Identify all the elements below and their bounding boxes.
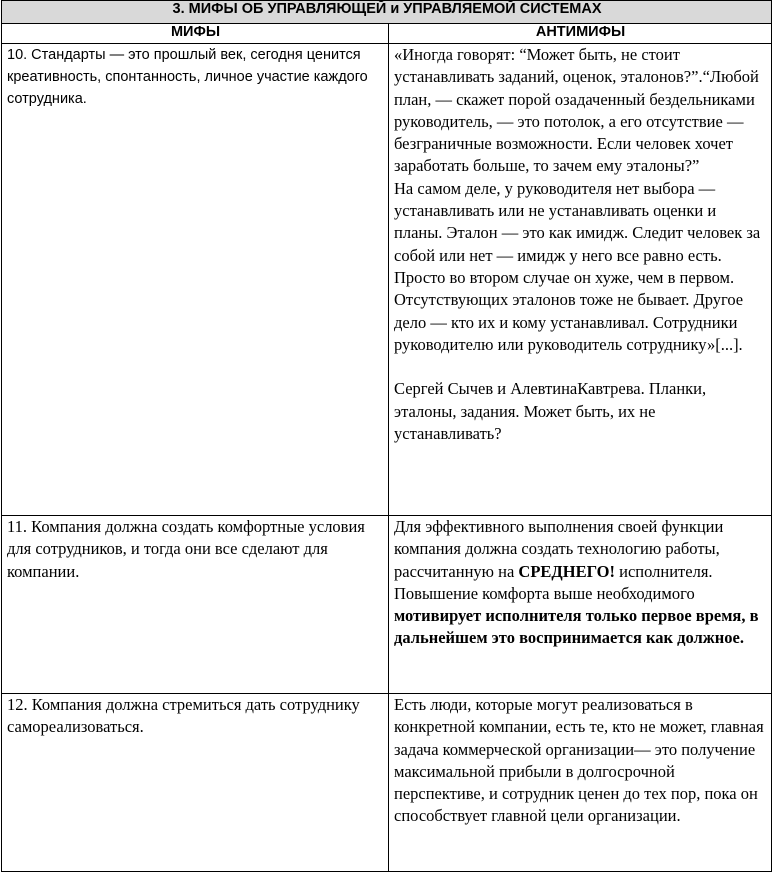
myths-table <box>1 0 772 872</box>
antimyth-cell <box>389 44 772 516</box>
table-row <box>2 694 772 872</box>
antimyth-emphasis: мотивирует исполнителя только первое время, в дальнейшем это воспринимается как должное. <box>394 606 759 648</box>
table-row <box>2 44 772 516</box>
antimyth-text: исполнителя. Повышение комфорта выше необходимого <box>394 561 713 603</box>
antimyth-cell <box>389 516 772 694</box>
header-row <box>2 24 772 44</box>
column-header-myths: МИФЫ <box>2 24 389 44</box>
antimyth-quote: «Иногда говорят: “Может быть, не стоит устанавливать заданий, оценок, эталонов?”.“Любой план, — скажет порой озадаченный бездельниками руководитель, — это потолок, а его отсутствие — безграничные возможности. Если человек хочет заработать больше, то зачем ему эталоны?” <box>394 45 759 176</box>
section-title: 3. МИФЫ ОБ УПРАВЛЯЮЩЕЙ и УПРАВЛЯЕМОЙ СИСТЕМАХ <box>2 1 772 24</box>
myth-cell: 10. Стандарты — это прошлый век, сегодня ценится креативность, спонтанность, личное участие каждого сотрудника. <box>2 44 389 516</box>
column-header-antimyths: АНТИМИФЫ <box>389 24 772 44</box>
table-row <box>2 516 772 694</box>
paragraph-spacer <box>394 356 767 378</box>
antimyth-emphasis: СРЕДНЕГО! <box>518 561 616 581</box>
antimyth-cell: Есть люди, которые могут реализоваться в конкретной компании, есть те, кто не может, главная задача коммерческой организации— это получение максимальной прибыли в долгосрочной перспективе, и сотрудник ценен до тех пор, пока он способствует главной цели организации. <box>389 694 772 872</box>
myth-cell: 12. Компания должна стремиться дать сотруднику самореализоваться. <box>2 694 389 872</box>
antimyth-source: Сергей Сычев и АлевтинаКавтрева. Планки, эталоны, задания. Может быть, их не устанавливать? <box>394 379 707 444</box>
title-row <box>2 1 772 24</box>
antimyth-quote-continued: На самом деле, у руководителя нет выбора — устанавливать или не устанавливать оценки и планы. Эталон — это как имидж. Следит человек за собой или нет — имидж у него все равно есть. Просто во втором случае он хуже, чем в первом. Отсутствующих эталонов тоже не бывает. Другое дело — кто их и кому устанавливал. Сотрудники руководителю или руководитель сотруднику»[...]. <box>394 178 761 354</box>
antimyth-text: Для эффективного выполнения своей функции компания должна создать технологию работы, рассчитанную на <box>394 517 724 581</box>
myth-cell: 11. Компания должна создать комфортные условия для сотрудников, и тогда они все сделают для компании. <box>2 516 389 694</box>
